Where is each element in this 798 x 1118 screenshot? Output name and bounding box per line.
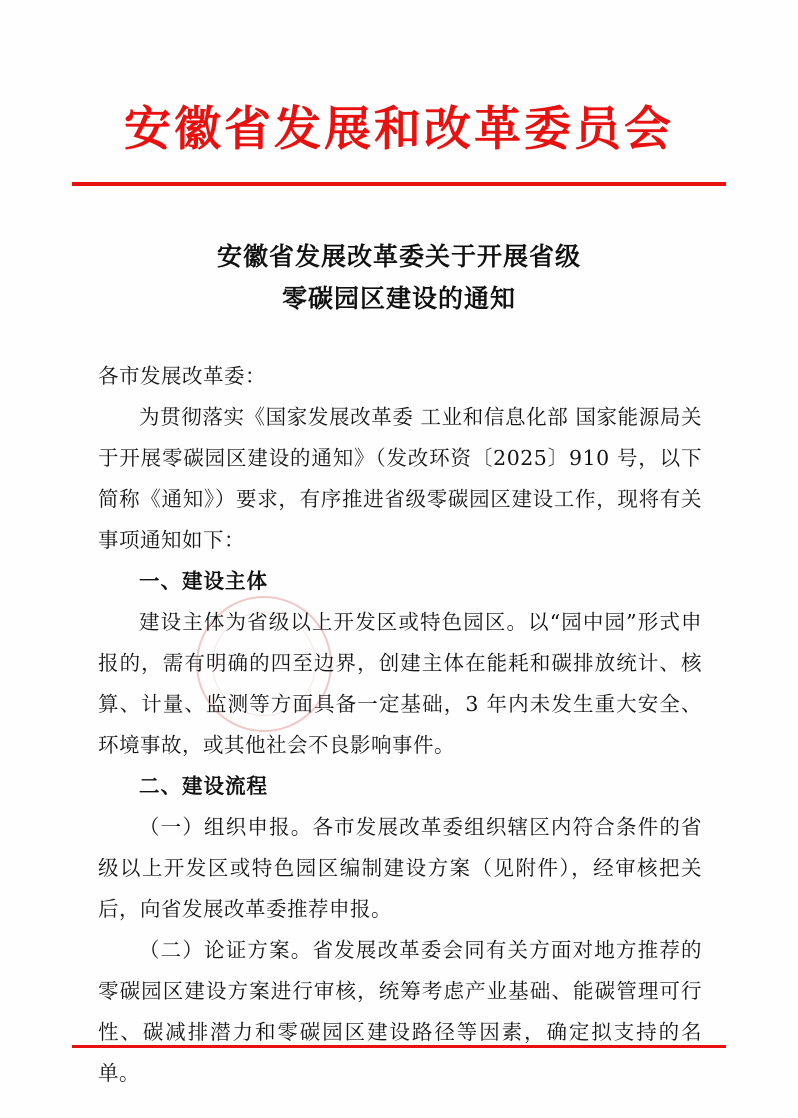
page-title-line-1: 安徽省发展改革委关于开展省级: [216, 242, 581, 271]
section-2-paragraph-1: （一）组织申报。各市发展改革委组织辖区内符合条件的省级以上开发区或特色园区编制建设方案（见附件），经审核把关后，向省发展改革委推荐申报。: [98, 815, 702, 921]
masthead: [0, 104, 798, 156]
masthead-title: 安徽省发展和改革委员会: [124, 102, 674, 157]
page-title-line-2: 零碳园区建设的通知: [281, 284, 516, 313]
body-paragraph: 为贯彻落实《国家发展改革委 工业和信息化部 国家能源局关于开展零碳园区建设的通知》（发改环资〔2025〕910 号，以下简称《通知》）要求，有序推进省级零碳园区建设工作，现将有关事项通知如下：: [98, 405, 702, 552]
masthead-divider: [72, 182, 726, 186]
section-heading-1: 一、建设主体: [139, 569, 268, 593]
section-2-paragraph-2: （二）论证方案。省发展改革委会同有关方面对地方推荐的零碳园区建设方案进行审核，统筹考虑产业基础、能碳管理可行性、碳减排潜力和零碳园区建设路径等因素，确定拟支持的名单。: [98, 938, 702, 1085]
section-1-paragraph-1: 建设主体为省级以上开发区或特色园区。以“园中园”形式申报的，需有明确的四至边界，创建主体在能耗和碳排放统计、核算、计量、监测等方面具备一定基础，3 年内未发生重大安全、环境事故，或其他社会不良影响事件。: [98, 610, 702, 757]
footer-divider: [72, 1045, 726, 1048]
salutation: 各市发展改革委：: [98, 364, 266, 388]
document-body: [98, 356, 702, 1094]
section-heading-2: 二、建设流程: [139, 774, 268, 798]
page-title: [0, 236, 798, 320]
